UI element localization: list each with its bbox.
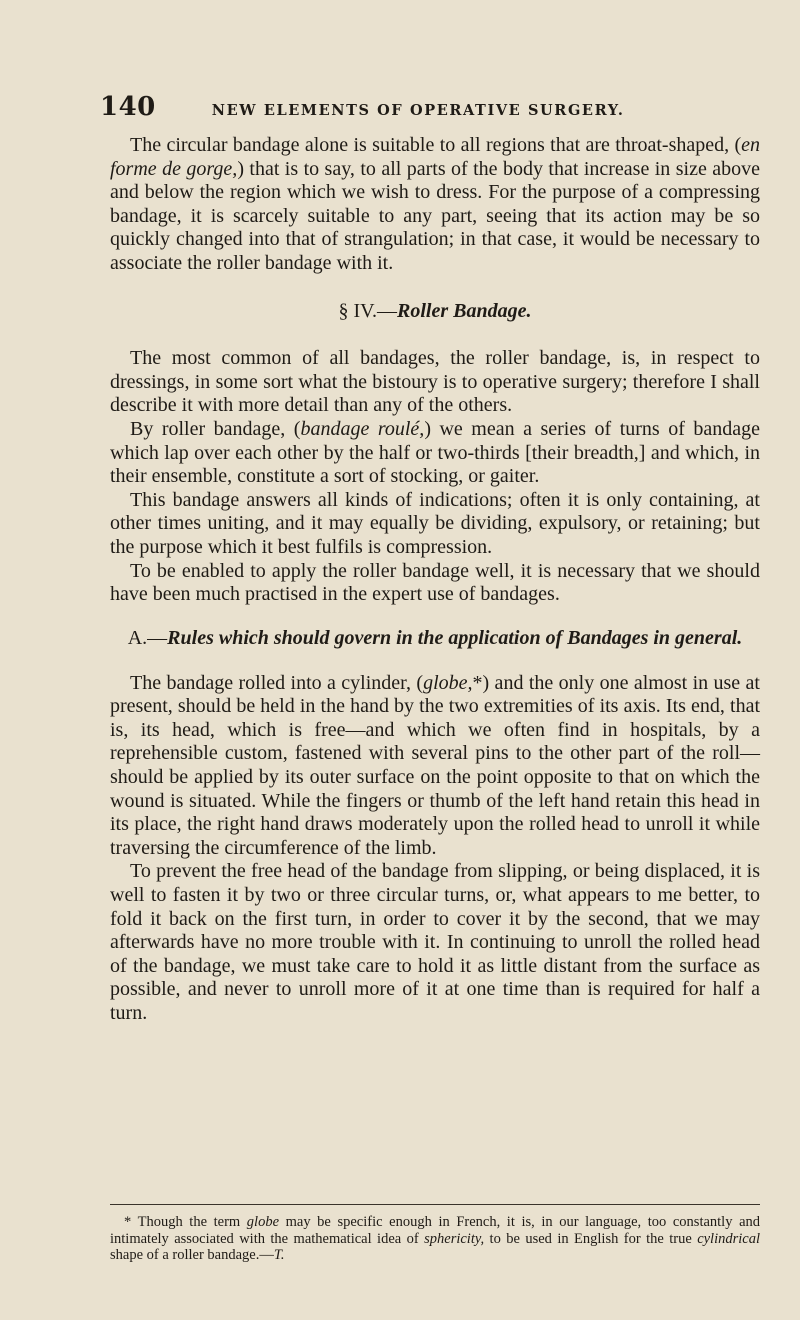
italic-term: sphericity, <box>424 1230 485 1247</box>
italic-term: bandage roulé, <box>300 417 425 440</box>
italic-term: globe <box>246 1214 280 1230</box>
section-number: § IV.— <box>338 299 398 322</box>
subsection-letter: A.— <box>127 626 168 649</box>
text-run: The bandage rolled into a cylinder, ( <box>130 671 424 694</box>
text-run: The circular bandage alone is suitable to all regions that are throat-shaped, ( <box>130 134 742 156</box>
text-run: By roller bandage, ( <box>130 417 301 440</box>
paragraph-roller-common: The most common of all bandages, the roller bandage, is, in respect to dressings, in some sort what the bistoury is to operative surgery; therefore I shall describe it with more detail than any of the others. <box>110 347 760 417</box>
footnote-text <box>110 1214 760 1264</box>
italic-term: en forme de gorge, <box>110 134 760 180</box>
text-run: ) that is to say, to all parts of the body that increase in size above and below the region which we wish to dress. For the purpose of a compressing bandage, it is scarcely suitable to any part, seeing that its action may be so quickly changed into that of strangulation; in that case, it would be necessary to associate the roller bandage with it. <box>110 157 760 274</box>
italic-term: cylindrical <box>697 1230 761 1247</box>
text-run: * Though the term <box>124 1214 247 1230</box>
page-number: 140 <box>100 92 156 122</box>
paragraph-circular-bandage <box>110 134 760 276</box>
italic-term: globe, <box>423 671 473 694</box>
footnote-divider <box>110 1204 760 1205</box>
paragraph-practice: To be enabled to apply the roller bandage well, it is necessary that we should have been much practised in the expert use of bandages. <box>110 559 760 606</box>
text-run: may be specific enough in French, it is, in our language, too constantly and intimately associated with the mathematical idea of <box>110 1214 761 1247</box>
subsection-title: Rules which should govern in the application of Bandages in general. <box>167 626 743 649</box>
page-header <box>100 92 758 122</box>
translator-mark: T. <box>273 1247 285 1263</box>
paragraph-rolled-bandage <box>110 672 760 861</box>
text-run: shape of a roller bandage.— <box>110 1247 274 1263</box>
paragraph-indications: This bandage answers all kinds of indications; often it is only containing, at other times uniting, and it may equally be dividing, expulsory, or retaining; but the purpose which it best fulfils is compression. <box>110 488 760 558</box>
subsection-heading <box>110 627 760 650</box>
running-head: NEW ELEMENTS OF OPERATIVE SURGERY. <box>211 102 625 119</box>
section-heading <box>110 300 760 324</box>
page-body <box>110 134 760 1026</box>
paragraph-prevent-slipping: To prevent the free head of the bandage from slipping, or being displaced, it is well to fasten it by two or three circular turns, or, what appears to me better, to fold it back on the first turn, in order to cover it by the second, that we may afterwards have no more trouble with it. In continuing to unroll the rolled head of the bandage, we must take care to hold it as little distant from the surface as possible, and never to unroll more of it at one time than is required for half a turn. <box>110 860 760 1024</box>
text-run: to be used in English for the true <box>484 1230 698 1247</box>
footnote <box>110 1214 760 1264</box>
section-title: Roller Bandage. <box>397 299 532 322</box>
text-run: *) and the only one almost in use at present, should be held in the hand by the two extremities of its axis. Its end, that is, its head, which is free—and which we often find in hospitals, by a reprehensible custom, fastened with several pins to the other part of the roll—should be applied by its outer surface on the point opposite to that on which the wound is situated. While the fingers or thumb of the left hand retain this head in its place, the right hand draws moderately upon the rolled head to unroll it while traversing the circumference of the limb. <box>110 671 760 859</box>
paragraph-roller-definition <box>110 418 760 489</box>
text-run: ) we mean a series of turns of bandage which lap over each other by the half or two-thirds [their breadth,] and which, in their ensemble, constitute a sort of stocking, or gaiter. <box>110 417 760 488</box>
